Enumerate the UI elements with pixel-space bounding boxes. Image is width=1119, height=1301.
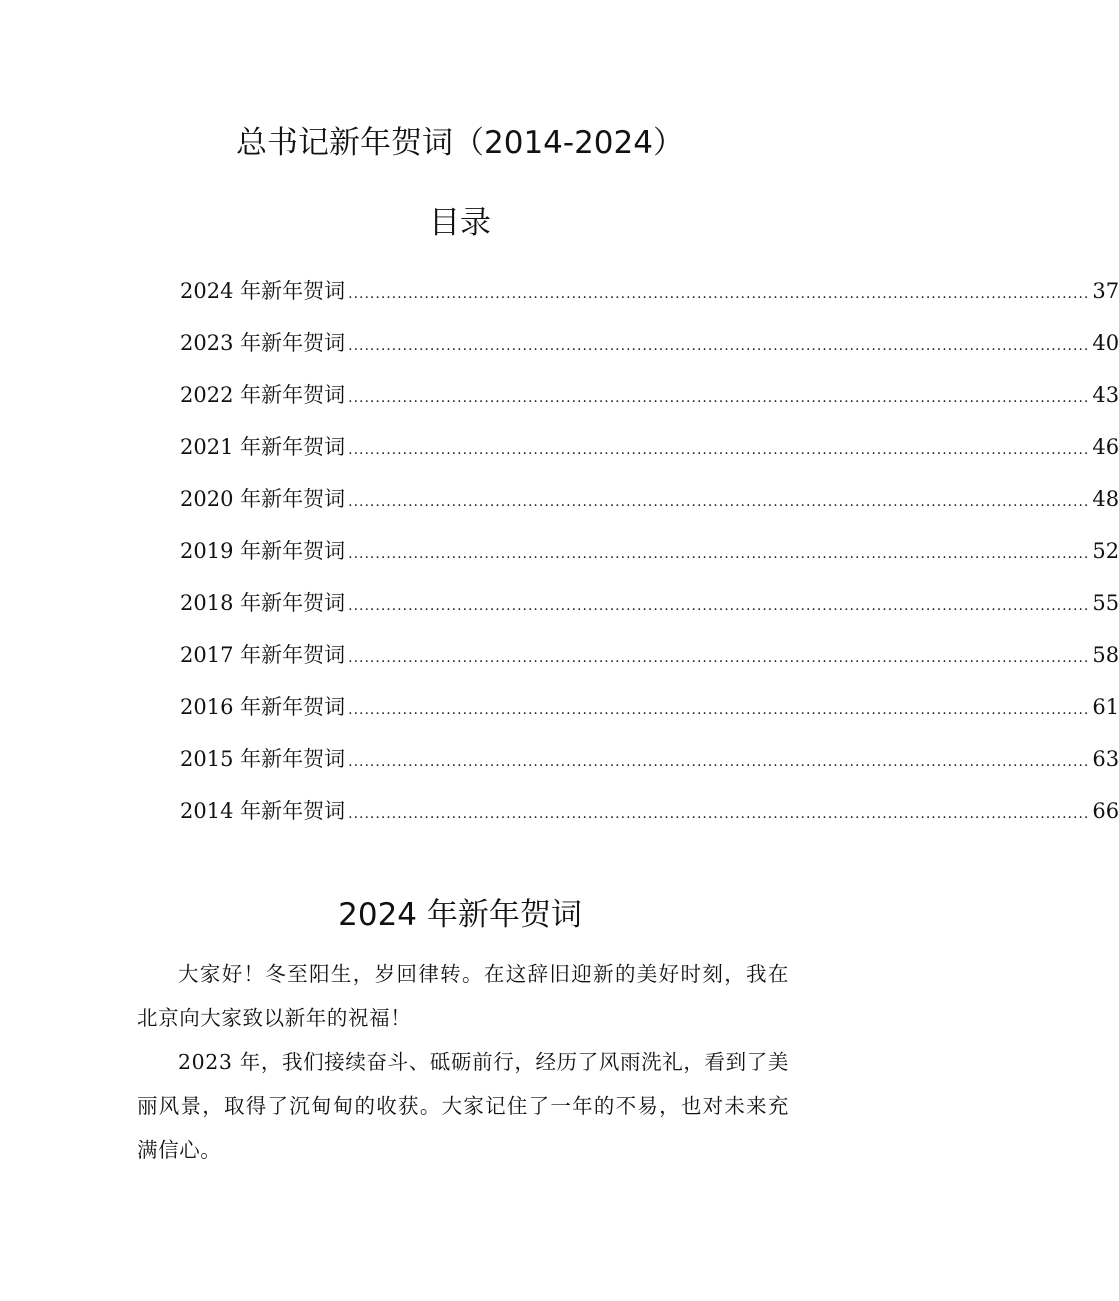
- toc-entry[interactable]: [180, 577, 1119, 629]
- toc-leader-dots: ........................................................................................................................................: [348, 390, 1090, 406]
- toc-entry-page: 40: [1092, 331, 1119, 355]
- toc-entry-page: 52: [1092, 539, 1119, 563]
- toc-entry-label: 2021 年新年贺词: [180, 435, 346, 459]
- toc-entry[interactable]: [180, 629, 1119, 681]
- toc-leader-dots: ........................................................................................................................................: [348, 494, 1090, 510]
- toc-leader-dots: ........................................................................................................................................: [348, 702, 1090, 718]
- toc-heading: 目录: [429, 205, 491, 241]
- toc-entry[interactable]: [180, 473, 1119, 525]
- toc-entry-label: 2023 年新年贺词: [180, 331, 346, 355]
- toc-entry[interactable]: [180, 421, 1119, 473]
- toc-leader-dots: ........................................................................................................................................: [348, 598, 1090, 614]
- toc-entry-page: 61: [1092, 695, 1119, 719]
- toc-entry[interactable]: [180, 265, 1119, 317]
- toc-entry[interactable]: [180, 733, 1119, 785]
- toc-entry-page: 46: [1092, 435, 1119, 459]
- toc-entry[interactable]: [180, 681, 1119, 733]
- toc-leader-dots: ........................................................................................................................................: [348, 754, 1090, 770]
- table-of-contents: [180, 265, 1119, 837]
- body-paragraph: 大家好！冬至阳生，岁回律转。在这辞旧迎新的美好时刻，我在北京向大家致以新年的祝福！: [137, 962, 789, 1030]
- toc-entry-label: 2020 年新年贺词: [180, 487, 346, 511]
- body-paragraph: 2023 年，我们接续奋斗、砥砺前行，经历了风雨洗礼，看到了美丽风景，取得了沉甸甸的收获。大家记住了一年的不易，也对未来充满信心。: [137, 1050, 789, 1162]
- toc-leader-dots: ........................................................................................................................................: [348, 806, 1090, 822]
- toc-entry[interactable]: [180, 525, 1119, 577]
- toc-leader-dots: ........................................................................................................................................: [348, 286, 1090, 302]
- toc-entry-label: 2018 年新年贺词: [180, 591, 346, 615]
- toc-leader-dots: ........................................................................................................................................: [348, 442, 1090, 458]
- toc-entry-label: 2019 年新年贺词: [180, 539, 346, 563]
- toc-leader-dots: ........................................................................................................................................: [348, 650, 1090, 666]
- toc-leader-dots: ........................................................................................................................................: [348, 338, 1090, 354]
- toc-entry-page: 48: [1092, 487, 1119, 511]
- toc-entry[interactable]: [180, 317, 1119, 369]
- toc-entry-label: 2015 年新年贺词: [180, 747, 346, 771]
- toc-entry-page: 37: [1092, 279, 1119, 303]
- document-title: 总书记新年贺词（2014-2024）: [236, 125, 684, 161]
- toc-leader-dots: ........................................................................................................................................: [348, 546, 1090, 562]
- toc-entry[interactable]: [180, 785, 1119, 837]
- toc-entry-label: 2016 年新年贺词: [180, 695, 346, 719]
- toc-entry-page: 66: [1092, 799, 1119, 823]
- toc-entry-page: 43: [1092, 383, 1119, 407]
- toc-entry-label: 2017 年新年贺词: [180, 643, 346, 667]
- toc-entry-label: 2014 年新年贺词: [180, 799, 346, 823]
- toc-entry-label: 2024 年新年贺词: [180, 279, 346, 303]
- toc-entry[interactable]: [180, 369, 1119, 421]
- section-body: [137, 952, 789, 1172]
- toc-entry-page: 58: [1092, 643, 1119, 667]
- toc-entry-page: 55: [1092, 591, 1119, 615]
- section-title: 2024 年新年贺词: [338, 897, 582, 933]
- toc-entry-page: 63: [1092, 747, 1119, 771]
- toc-entry-label: 2022 年新年贺词: [180, 383, 346, 407]
